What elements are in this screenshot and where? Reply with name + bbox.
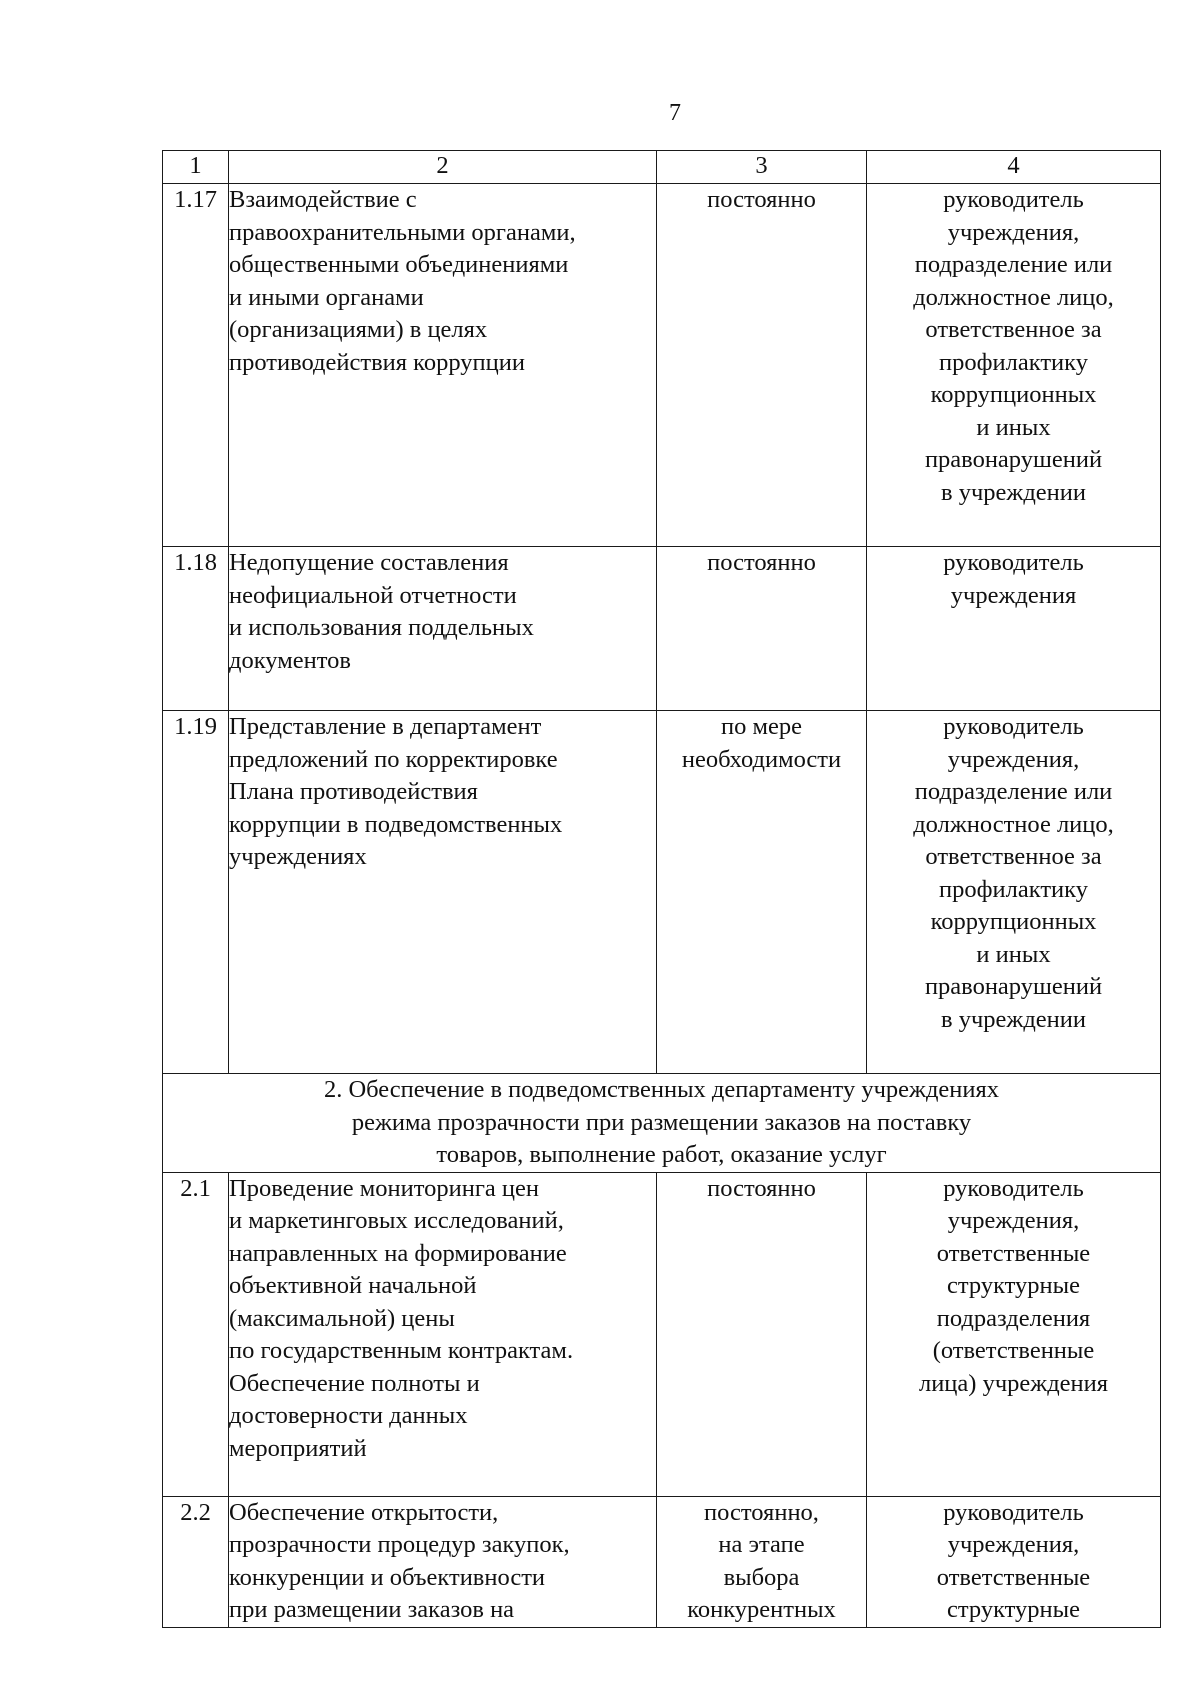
row-description: Взаимодействие с правоохранительными органами, общественными объединениями и иными органами (организациями) в целях противодействия коррупции [229, 184, 657, 547]
table-row [163, 547, 1161, 711]
row-responsible: руководитель учреждения, подразделение или должностное лицо, ответственное за профилактику коррупционных и иных правонарушений в учреждении [867, 711, 1161, 1074]
plan-table [162, 150, 1161, 1628]
row-term: постоянно [657, 1172, 867, 1496]
row-term: постоянно [657, 184, 867, 547]
row-responsible: руководитель учреждения, ответственные структурные подразделения (ответственные лица) учреждения [867, 1172, 1161, 1496]
row-responsible: руководитель учреждения, ответственные структурные [867, 1496, 1161, 1627]
page-number: 7 [669, 100, 681, 126]
header-cell-4: 4 [867, 151, 1161, 184]
row-number: 2.2 [163, 1496, 229, 1627]
header-cell-1: 1 [163, 151, 229, 184]
row-description: Недопущение составления неофициальной отчетности и использования поддельных документов [229, 547, 657, 711]
row-number: 1.18 [163, 547, 229, 711]
section-heading: 2. Обеспечение в подведомственных департаменту учреждениях режима прозрачности при размещении заказов на поставку товаров, выполнение работ, оказание услуг [163, 1074, 1161, 1173]
table-row [163, 711, 1161, 1074]
row-number: 1.17 [163, 184, 229, 547]
row-responsible: руководитель учреждения, подразделение или должностное лицо, ответственное за профилактику коррупционных и иных правонарушений в учреждении [867, 184, 1161, 547]
table-row [163, 1172, 1161, 1496]
row-responsible: руководитель учреждения [867, 547, 1161, 711]
row-number: 2.1 [163, 1172, 229, 1496]
row-description: Обеспечение открытости, прозрачности процедур закупок, конкуренции и объективности при размещении заказов на [229, 1496, 657, 1627]
header-cell-2: 2 [229, 151, 657, 184]
row-description: Проведение мониторинга цен и маркетинговых исследований, направленных на формирование объективной начальной (максимальной) цены по государственным контрактам. Обеспечение полноты и достоверности данных мероприятий [229, 1172, 657, 1496]
row-description: Представление в департамент предложений по корректировке Плана противодействия коррупции в подведомственных учреждениях [229, 711, 657, 1074]
row-number: 1.19 [163, 711, 229, 1074]
row-term: по мере необходимости [657, 711, 867, 1074]
table-row [163, 1496, 1161, 1627]
section-heading-row [163, 1074, 1161, 1173]
header-cell-3: 3 [657, 151, 867, 184]
row-term: постоянно, на этапе выбора конкурентных [657, 1496, 867, 1627]
table-row [163, 184, 1161, 547]
table-header-row [163, 151, 1161, 184]
row-term: постоянно [657, 547, 867, 711]
